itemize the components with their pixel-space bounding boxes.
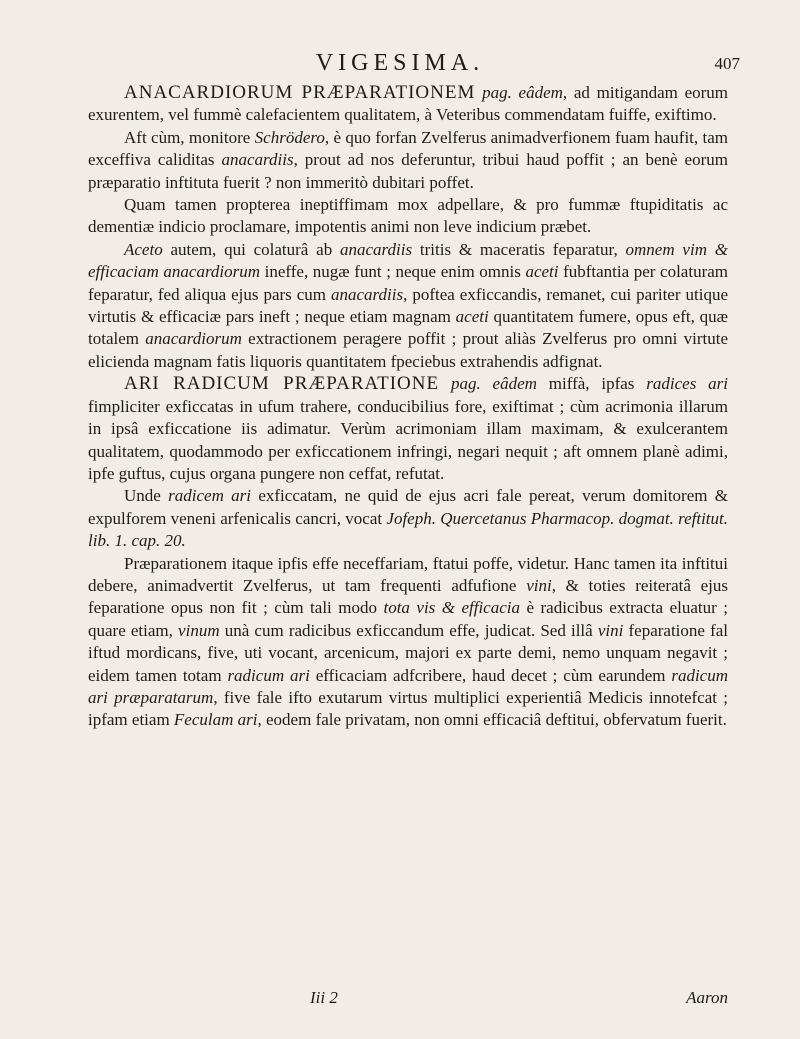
text-run: autem, qui colaturâ ab xyxy=(162,239,340,259)
paragraph-aceto xyxy=(88,239,728,373)
text-run: feparatione fal iftud mordicans, five, uti vocant, arcenicum, majori ex parte demi, nemo unquam negavit ; eidem tamen totam xyxy=(88,620,729,685)
paragraph-unde xyxy=(88,485,728,552)
italic-run: anacardiorum xyxy=(145,329,242,349)
paragraph-ineptissimam xyxy=(88,194,728,239)
italic-run: aceti xyxy=(455,307,489,327)
text-run: , è quo forfan Zvelferus animadverfionem fuam haufit, tam exceffiva caliditas xyxy=(88,127,728,170)
italic-run: pag. eâdem xyxy=(450,374,537,394)
italic-run: Feculam ari xyxy=(173,710,258,730)
italic-run: aceti xyxy=(525,262,559,282)
text-run: , eodem fale privatam, non omni efficaciâ deftitui, obfervatum fuerit. xyxy=(257,710,727,730)
italic-run: tota vis & efficacia xyxy=(383,598,520,618)
text-run: Præparationem itaque ipfis effe neceffariam, ftatui poffe, videtur. Hanc tamen ita inftitui debere, animadvertit Zvelferus, ut tam frequenti adfufione xyxy=(88,553,728,595)
text-run: , & toties reiteratâ ejus feparatione opus non fit ; cùm tali modo xyxy=(88,575,728,618)
text-run: unà cum radicibus exficcandum effe, judicat. Sed illâ xyxy=(219,620,598,640)
running-head: VIGESIMA. xyxy=(315,50,485,76)
italic-run: Aceto xyxy=(124,239,163,259)
paragraph-praeparationem xyxy=(88,553,728,732)
text-run: fimpliciter exficcatas in ufum trahere, conducibilius fore, exiftimat ; cùm acrimonia illarum in ipsâ exficcatione iis adimatur. Verùm acrimoniam illam maximam, & exulcerantem qualitatem, quodammodo per exficcationem infringi, negari nequit ; aft omnem planè adimi, ipfe guftus, cujus organa pungere non ceffat, refutat. xyxy=(88,396,728,483)
italic-run: anacardiis xyxy=(340,239,413,259)
text-run: efficaciam adfcribere, haud decet ; cùm earundem xyxy=(309,665,672,685)
italic-run: pag. eâdem xyxy=(482,83,563,102)
section-title: ANACARDIORUM PRÆPARATIONEM xyxy=(124,82,476,103)
catchword: Aaron xyxy=(686,988,728,1007)
italic-run: vini xyxy=(526,575,552,595)
text-run: fubftantia per colaturam feparatur, fed aliqua ejus pars cum xyxy=(88,262,729,304)
page-number: 407 xyxy=(714,54,740,73)
text-run: tritis & maceratis feparatur, xyxy=(412,239,626,259)
italic-run: anacardiis xyxy=(331,284,404,304)
italic-run: radicem ari xyxy=(168,486,252,506)
italic-run: radicum ari præparatarum xyxy=(88,665,729,707)
text-run: è radicibus extracta eluatur ; quare etiam, xyxy=(88,598,728,640)
text-run: extractionem peragere poffit ; prout aliàs Zvelferus pro omni virtute elicienda magnam fatis liquoris quantitatem fpeciebus extrahendis adfignat. xyxy=(88,329,729,371)
text-run: , five fale ifto exutarum virtus multiplici experientiâ Medicis innotefcat ; ipfam etiam xyxy=(88,687,729,730)
italic-run: omnem vim & efficaciam anacardiorum xyxy=(88,239,728,282)
italic-run: radicum ari xyxy=(227,665,310,685)
paragraph-ari-radicum xyxy=(88,373,728,485)
text-run: Unde xyxy=(124,486,169,506)
italic-run: anacardiis xyxy=(221,150,294,170)
italic-run: vinum xyxy=(178,620,220,640)
text-run: Quam tamen propterea ineptiffimam mox adpellare, & pro fummæ ftupiditatis ac dementiæ indicio proclamare, impotentis animi non leve indicium præbet. xyxy=(88,195,728,237)
text-run xyxy=(439,374,451,393)
text-run: miffà, ipfas xyxy=(536,374,647,394)
text-run: Aft cùm, monitore xyxy=(124,127,255,147)
signature-mark: Iii 2 xyxy=(310,988,338,1007)
text-run: exficcatam, ne quid de ejus acri fale pereat, verum domitorem & expulforem veneni arfenicalis cancri, vocat xyxy=(88,486,729,528)
text-run: , prout ad nos deferuntur, tribui haud poffit ; an benè eorum præparatio inftituta fuerit ? non immeritò dubitari poffet. xyxy=(88,150,728,192)
italic-run: Jofeph. Quercetanus Pharmacop. dogmat. reftitut. lib. 1. cap. 20. xyxy=(88,508,729,551)
italic-run: vini xyxy=(597,620,624,640)
text-run: , ad mitigandam eorum exurentem, vel fummè calefacientem qualitatem, à Veteribus commendatam fuiffe, exiftimo. xyxy=(88,83,729,125)
section-title: ARI RADICUM PRÆPARATIONE xyxy=(124,373,440,395)
paragraph-schroder xyxy=(88,127,728,194)
text-run: ineffe, nugæ funt ; neque enim omnis xyxy=(260,262,526,282)
italic-run: radices ari xyxy=(646,374,728,394)
body-text xyxy=(88,82,728,732)
text-run: quantitatem fumere, opus eft, quæ totalem xyxy=(88,307,728,349)
italic-run: Schrödero xyxy=(254,127,325,147)
text-run: , poftea exficcandis, remanet, cui pariter utique virtutis & efficaciæ pars ineft ; neque etiam magnam xyxy=(88,284,728,327)
paragraph-anacardiorum xyxy=(88,82,728,127)
